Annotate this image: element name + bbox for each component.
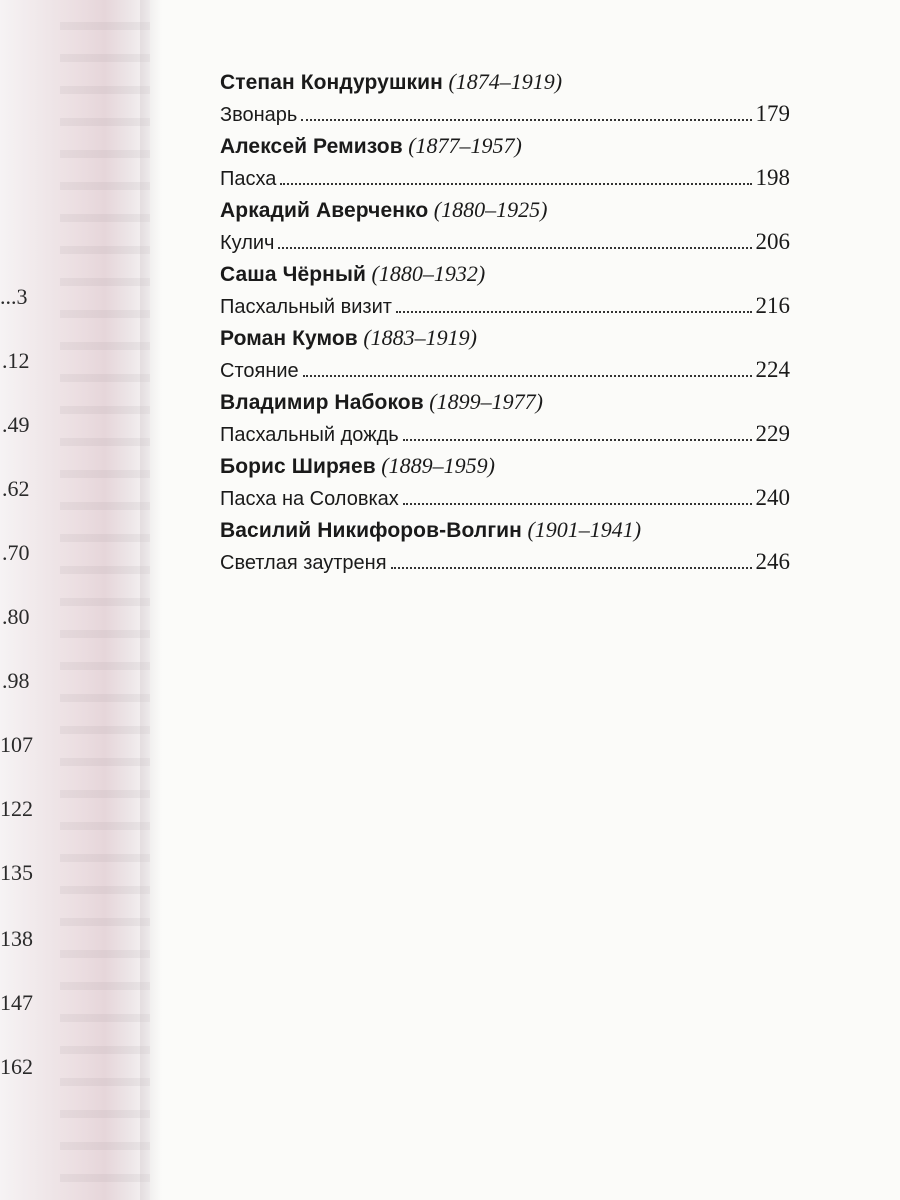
facing-page-number: .80 (2, 604, 30, 629)
bleed-through-text (60, 0, 150, 1200)
facing-page-number: 135 (0, 860, 33, 885)
toc-entry (220, 66, 790, 130)
dot-leader (278, 246, 751, 249)
title-line[interactable] (220, 482, 790, 514)
title-line[interactable] (220, 546, 790, 578)
author-years: (1874–1919) (448, 69, 563, 94)
author-years: (1889–1959) (381, 453, 495, 478)
author-name: Василий Никифоров-Волгин (220, 519, 522, 542)
spine-shadow (140, 0, 162, 1200)
facing-page-number: .49 (2, 412, 30, 437)
dot-leader (403, 438, 752, 441)
toc-entry (220, 258, 790, 322)
toc-entry (220, 386, 790, 450)
author-years: (1880–1932) (371, 261, 486, 286)
author-years: (1901–1941) (527, 517, 642, 542)
author-line (220, 386, 790, 418)
author-line (220, 66, 790, 98)
page-number: 224 (755, 357, 790, 382)
story-title: Звонарь (220, 104, 298, 126)
title-line[interactable] (220, 354, 790, 386)
toc-entry (220, 450, 790, 514)
dot-leader (396, 310, 752, 313)
author-name: Борис Ширяев (220, 455, 376, 478)
page-number: 216 (755, 293, 790, 318)
dot-leader (280, 182, 751, 185)
author-name: Владимир Набоков (220, 391, 424, 414)
title-line[interactable] (220, 226, 790, 258)
author-name: Саша Чёрный (220, 263, 367, 286)
facing-page-number: 147 (0, 990, 33, 1015)
page-number: 179 (755, 101, 790, 126)
author-line (220, 514, 790, 546)
title-line[interactable] (220, 290, 790, 322)
dot-leader (391, 566, 752, 569)
dot-leader (403, 502, 752, 505)
author-years: (1877–1957) (408, 133, 522, 158)
author-name: Алексей Ремизов (220, 135, 403, 158)
facing-page-number: 122 (0, 796, 33, 821)
facing-page-number: .62 (2, 476, 30, 501)
author-years: (1899–1977) (429, 389, 543, 414)
facing-page-number: ...3 (0, 284, 28, 309)
page-number: 246 (755, 549, 790, 574)
author-line (220, 258, 790, 290)
title-line[interactable] (220, 98, 790, 130)
page-number: 206 (755, 229, 790, 254)
page-number: 229 (755, 421, 790, 446)
dot-leader (303, 374, 752, 377)
story-title: Кулич (220, 232, 275, 254)
story-title: Пасхальный визит (220, 296, 392, 318)
story-title: Светлая заутреня (220, 552, 387, 574)
toc-entry (220, 514, 790, 578)
author-line (220, 130, 790, 162)
author-years: (1883–1919) (363, 325, 477, 350)
author-years: (1880–1925) (433, 197, 548, 222)
facing-page-number: 107 (0, 732, 33, 757)
story-title: Пасхальный дождь (220, 424, 399, 446)
author-line (220, 322, 790, 354)
toc-entry (220, 322, 790, 386)
author-name: Роман Кумов (220, 327, 358, 350)
facing-page-number: 162 (0, 1054, 33, 1079)
toc-entry (220, 130, 790, 194)
page-number: 198 (755, 165, 790, 190)
story-title: Пасха (220, 168, 277, 190)
table-of-contents (220, 66, 790, 578)
facing-page-number: .98 (2, 668, 30, 693)
page-number: 240 (755, 485, 790, 510)
author-line (220, 194, 790, 226)
story-title: Стояние (220, 360, 299, 382)
facing-page-number: .12 (2, 348, 30, 373)
facing-page-number: .70 (2, 540, 30, 565)
author-name: Аркадий Аверченко (220, 199, 429, 222)
story-title: Пасха на Соловках (220, 488, 399, 510)
author-name: Степан Кондурушкин (220, 71, 443, 94)
title-line[interactable] (220, 418, 790, 450)
author-line (220, 450, 790, 482)
dot-leader (301, 118, 751, 121)
facing-page-edge (0, 0, 150, 1200)
toc-entry (220, 194, 790, 258)
title-line[interactable] (220, 162, 790, 194)
facing-page-number: 138 (0, 926, 33, 951)
